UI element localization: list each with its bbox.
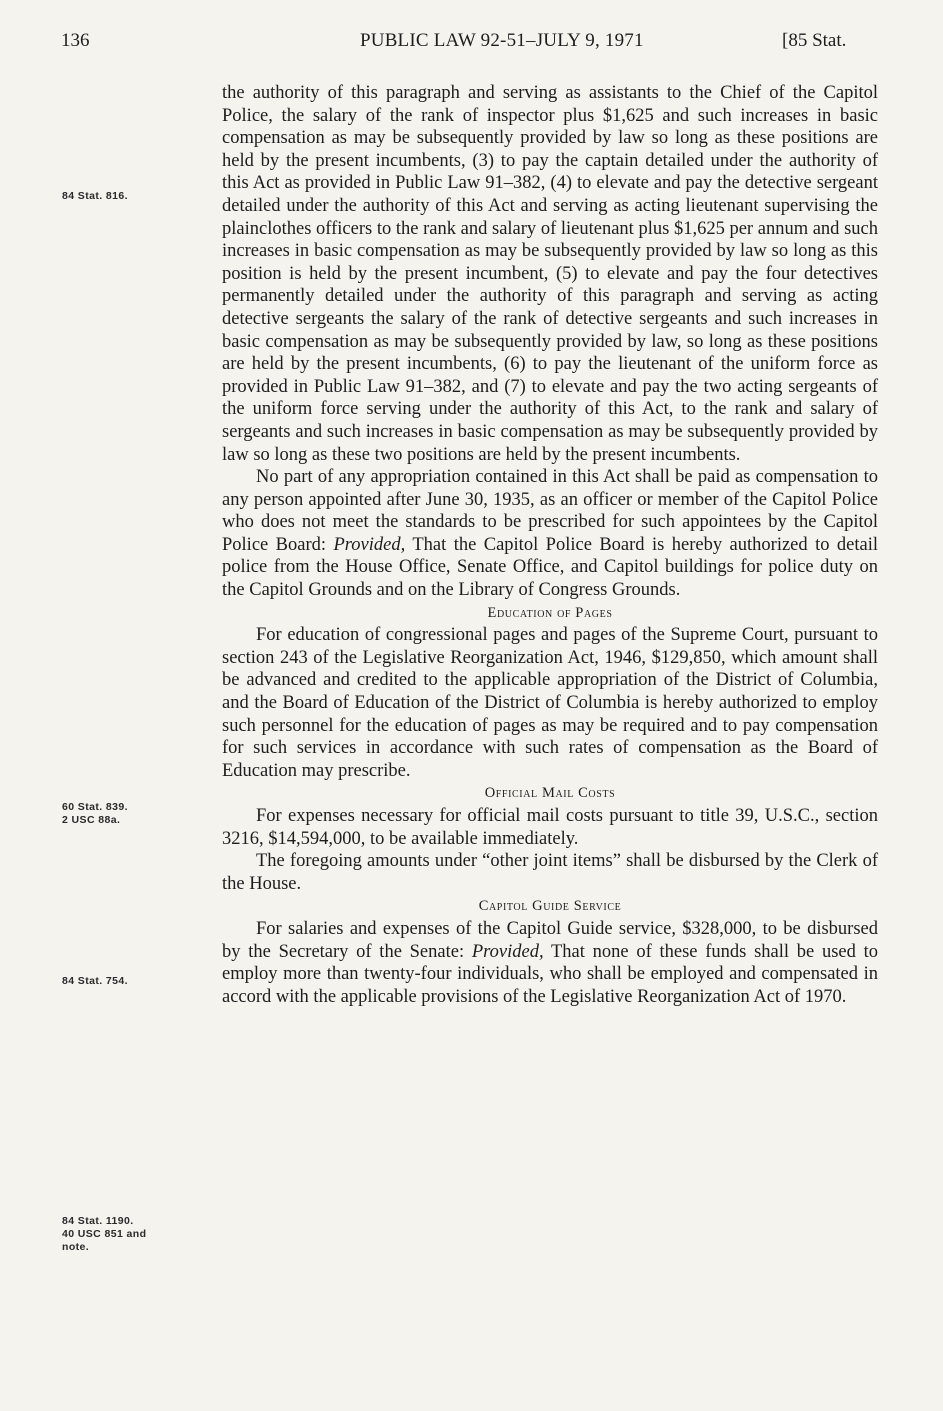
- paragraph-police-appointments: [222, 466, 878, 602]
- page-number: 136: [61, 30, 90, 51]
- paragraph-education-of-pages: For education of congressional pages and pages of the Supreme Court, pursuant to section 243 of the Legislative Reorganization Act, 1946, $129,850, which amount shall be advanced and credited to the applicable appropriation of the District of Columbia, and the Board of Education of the District of Columbia is hereby authorized to employ such personnel for the education of pages as may be required and to pay compensation for such services in accordance with such rates of compensation as the Board of Education may prescribe.: [222, 625, 878, 781]
- margin-note-84-stat-1190: 84 Stat. 1190. 40 USC 851 and note.: [62, 1215, 147, 1253]
- heading-official-mail-costs: Official Mail Costs: [484, 785, 616, 802]
- provided-italic: Provided,: [333, 534, 406, 555]
- heading-education-of-pages: Education of Pages: [487, 604, 613, 621]
- paragraph-capitol-guide-service: [222, 918, 878, 1008]
- paragraph-police-salaries: the authority of this paragraph and serving as assistants to the Chief of the Capitol Police, the salary of the rank of inspector plus $1,625 and such increases in basic compensation as may be subsequently provided by law so long as these positions are held by the present incumbents, (3) to pay the captain detailed under the authority of this Act as provided in Public Law 91–382, (4) to elevate and pay the detective sergeant detailed under the authority of this Act and serving as acting lieutenant supervising the plainclothes officers to the rank and salary of lieutenant plus $1,625 per annum and such increases in basic compensation as may be subsequently provided by law so long as this position is held by the present incumbent, (5) to elevate and pay the four detectives permanently detailed under the authority of this paragraph and serving as acting detective sergeants the salary of the rank of detective sergeants and such increases in basic compensation as may be subsequently provided by law, so long as these positions are held by the present incumbents, (6) to pay the lieutenant of the uniform force as provided in Public Law 91–382, and (7) to elevate and pay the two acting sergeants of the uniform force serving under the authority of this Act, to the rank and salary of sergeants and such increases in basic compensation as may be subsequently provided by law so long as these two positions are held by the present incumbents.: [222, 83, 878, 465]
- paragraph-disbursed-by-clerk: The foregoing amounts under “other joint items” shall be disbursed by the Clerk of the House.: [222, 851, 878, 894]
- paragraph-capitol-guide-text: For salaries and expenses of the Capitol Guide service, $328,000, to be disbursed by the Secretary of the Senate:: [222, 918, 878, 962]
- provided-italic: Provided,: [471, 941, 544, 962]
- paragraph-police-appointments-proviso: That the Capitol Police Board is hereby authorized to detail police from the House Office, Senate Office, and Capitol buildings for police duty on the Capitol Grounds and on the Library of Congress Grounds.: [222, 534, 878, 601]
- paragraph-capitol-guide-proviso: That none of these funds shall be used to employ more than twenty-four individuals, who shall be employed and compensated in accord with the applicable provisions of the Legislative Reorganization Act of 1970.: [222, 941, 879, 1007]
- heading-capitol-guide-service: Capitol Guide Service: [478, 898, 622, 915]
- page-header: [0, 30, 943, 60]
- margin-note-60-stat-839: 60 Stat. 839. 2 USC 88a.: [62, 801, 128, 826]
- paragraph-police-appointments-text: No part of any appropriation contained in this Act shall be paid as compensation to any person appointed after June 30, 1935, as an officer or member of the Capitol Police who does not meet the standards to be prescribed for such appointees by the Capitol Police Board:: [222, 467, 878, 555]
- statute-reference: [85 Stat.: [782, 30, 847, 51]
- paragraph-official-mail-costs: For expenses necessary for official mail costs pursuant to title 39, U.S.C., section 3216, $14,594,000, to be available immediately.: [222, 806, 878, 849]
- main-text-column: [222, 82, 878, 1008]
- margin-note-84-stat-754: 84 Stat. 754.: [62, 975, 128, 987]
- margin-note-84-stat-816: 84 Stat. 816.: [62, 190, 128, 202]
- running-title: PUBLIC LAW 92-51–JULY 9, 1971: [360, 30, 644, 51]
